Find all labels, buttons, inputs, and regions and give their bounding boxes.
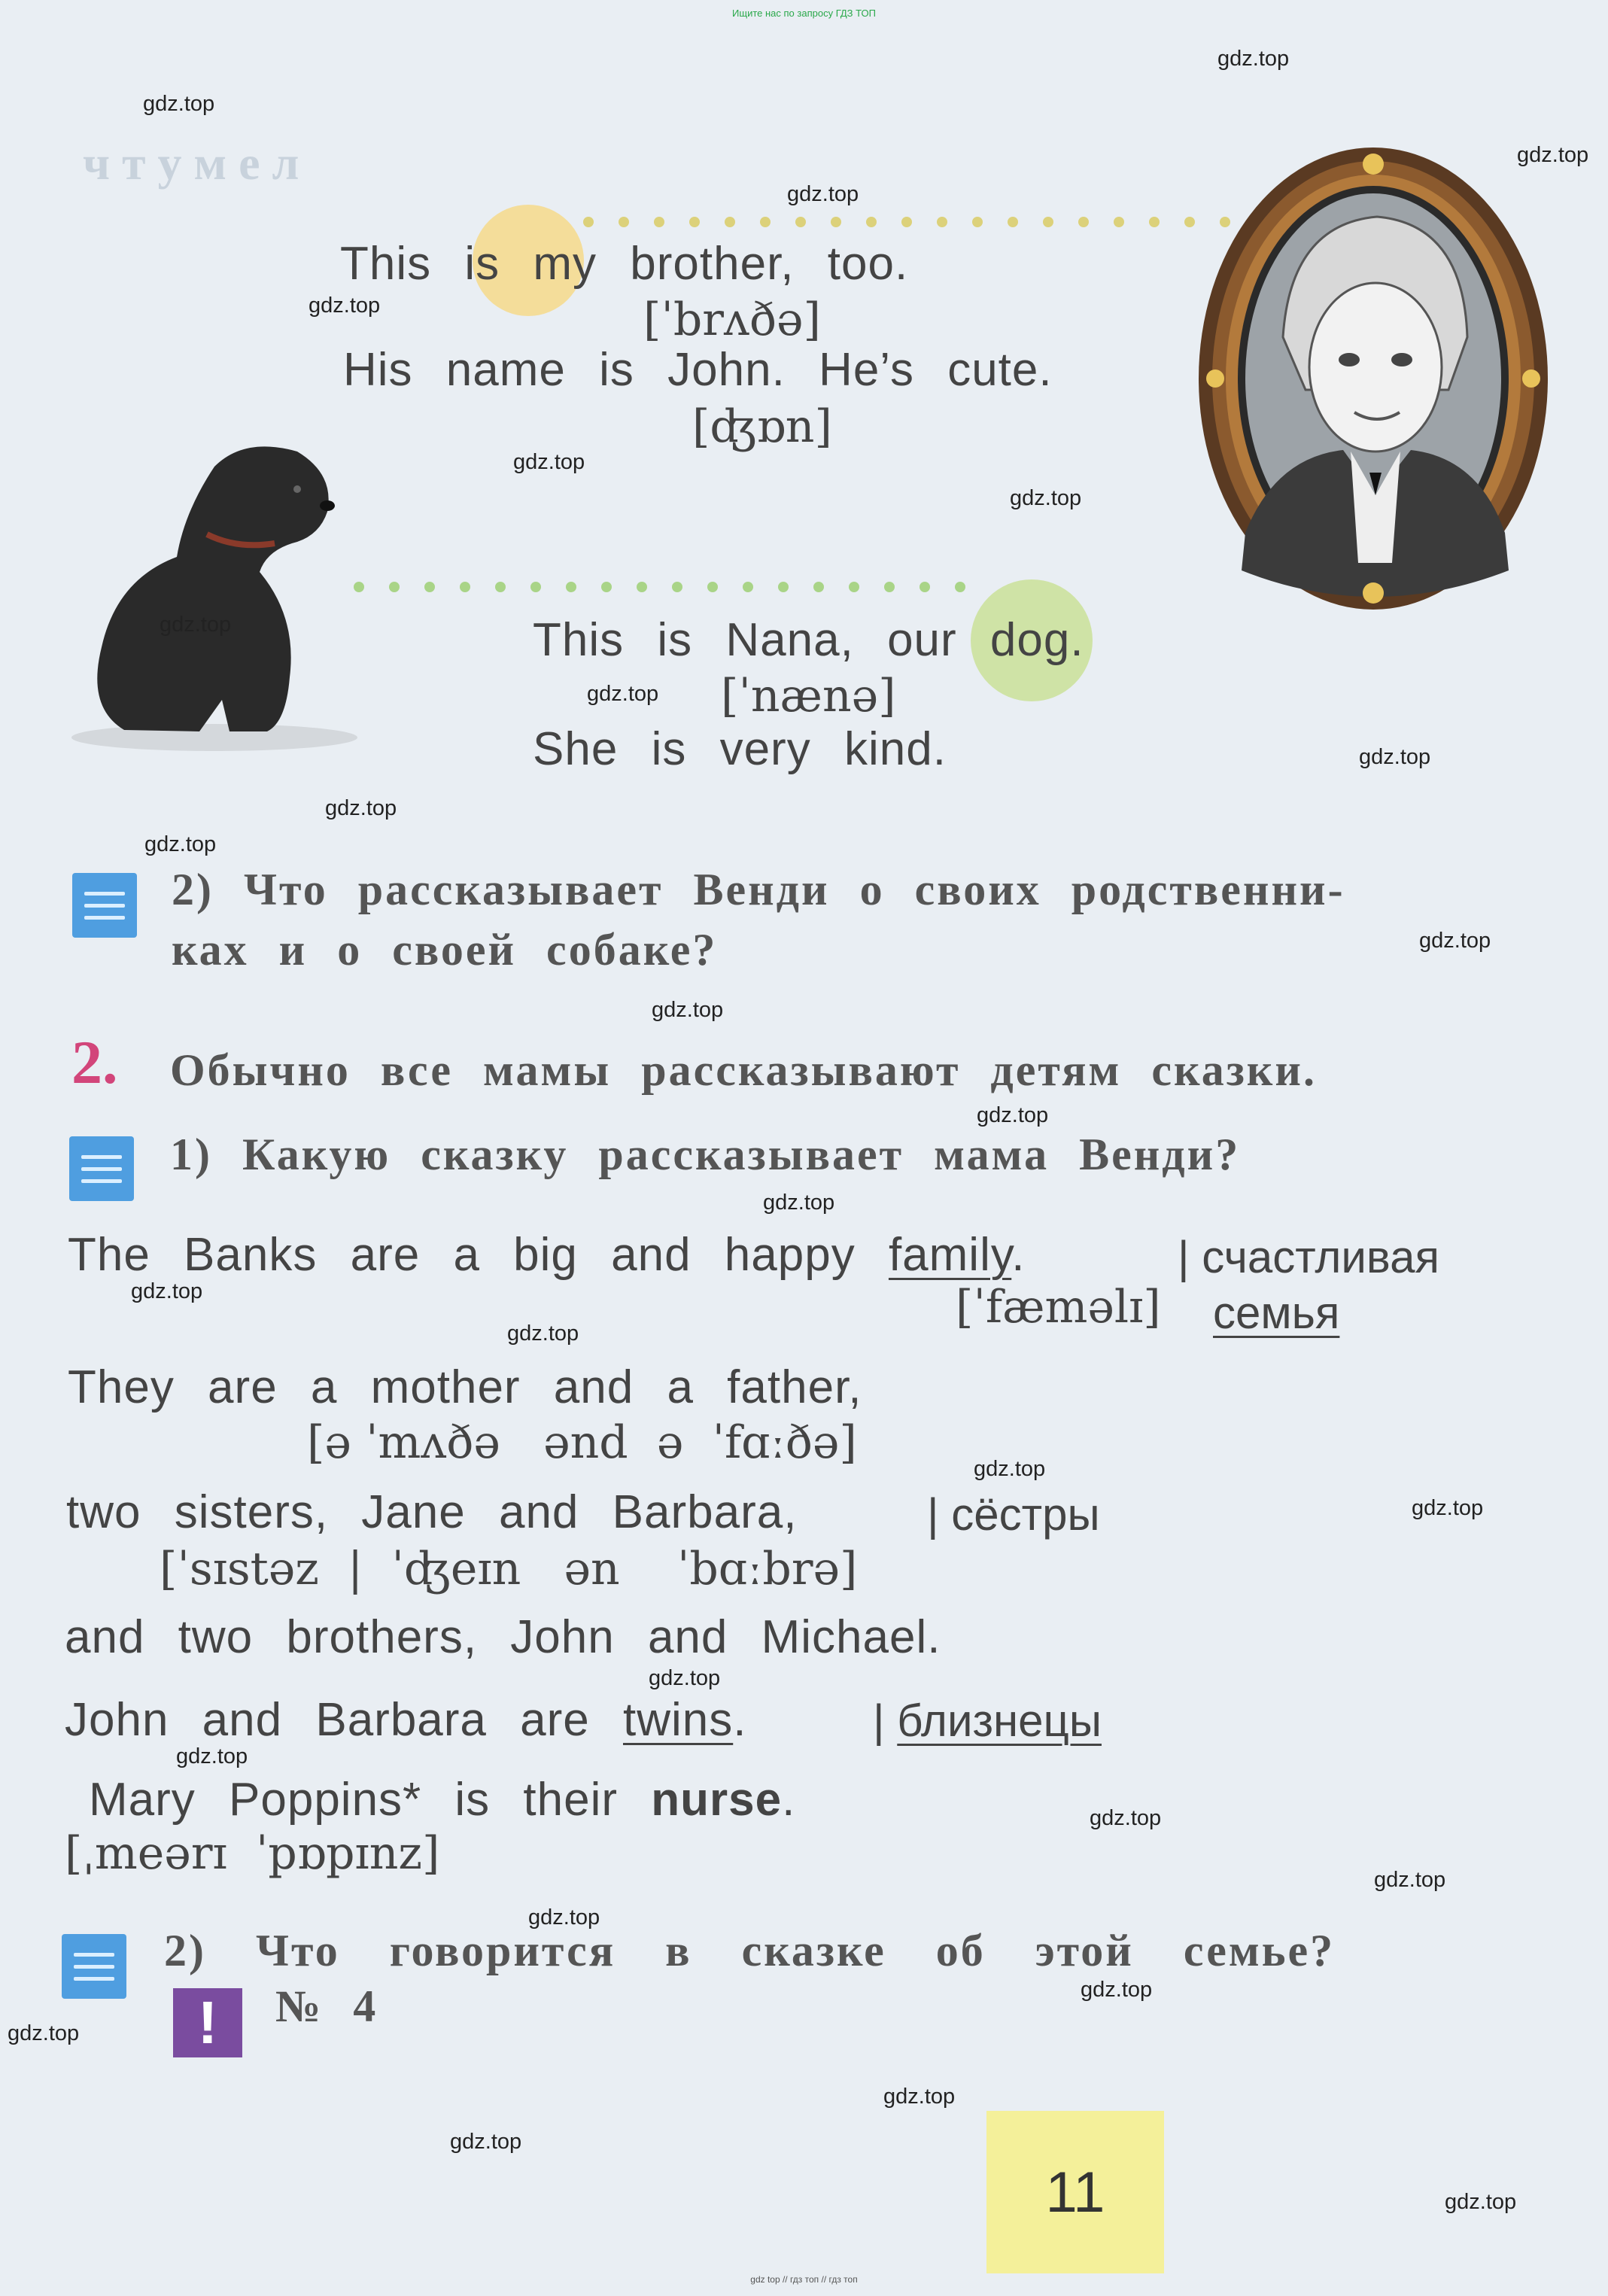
watermark: gdz.top <box>649 1666 721 1690</box>
watermark: gdz.top <box>587 682 659 706</box>
task-number: 2. <box>71 1028 118 1096</box>
watermark: gdz.top <box>974 1457 1046 1481</box>
word: is <box>599 344 634 396</box>
gloss-twins: | близнецы <box>873 1695 1102 1746</box>
task2-question-1: 1) Какую сказку рассказывает мама Венди? <box>170 1130 1241 1179</box>
story-line-6: Mary Poppins* is their nurse. <box>89 1774 796 1826</box>
word: This <box>340 238 432 290</box>
task2-question-2: 2) Что говорится в сказке об этой семье? <box>164 1926 1336 1975</box>
watermark: gdz.top <box>977 1103 1049 1127</box>
watermark: gdz.top <box>1517 143 1589 167</box>
watermark: gdz.top <box>1374 1868 1446 1892</box>
word: This <box>533 614 625 666</box>
gloss-happy-family: | счастливая <box>1178 1232 1439 1282</box>
word: kind. <box>844 723 947 775</box>
watermark: gdz.top <box>513 450 585 474</box>
portrait-of-john-image <box>1193 141 1554 616</box>
watermark: gdz.top <box>143 92 215 116</box>
line-his-name-is-john <box>343 343 1053 397</box>
dog-nana-image <box>71 421 357 753</box>
question-1-2-line2: ках и о своей собаке? <box>172 925 718 975</box>
watermark: gdz.top <box>309 293 381 318</box>
gloss-sisters: | сёстры <box>927 1489 1100 1540</box>
watermark: gdz.top <box>507 1321 579 1346</box>
list-icon <box>62 1934 126 1999</box>
word-nurse: nurse <box>651 1774 783 1826</box>
word: John. <box>667 344 786 396</box>
word: brother, <box>630 238 795 290</box>
word: He’s <box>819 344 914 396</box>
question-1-2-line1: 2) Что рассказывает Венди о своих родственни- <box>172 865 1345 914</box>
line-this-is-nana <box>533 613 1084 667</box>
exercise-reference: № 4 <box>275 1981 378 2031</box>
watermark: gdz.top <box>787 182 859 206</box>
word: His <box>343 344 413 396</box>
exclamation-icon: ! <box>173 1988 242 2057</box>
watermark: gdz.top <box>325 796 397 820</box>
word: name <box>445 344 566 396</box>
watermark: gdz.top <box>1090 1806 1162 1830</box>
gloss-family: семья <box>1213 1288 1340 1338</box>
watermark: gdz.top <box>1081 1978 1153 2002</box>
story-line-2: They are a mother and a father, <box>68 1361 862 1413</box>
footer-note: gdz top // гдз топ // гдз топ <box>750 2274 858 2285</box>
word-twins: twins <box>622 1694 734 1746</box>
word: too. <box>827 238 909 290</box>
word: dog. <box>989 614 1084 666</box>
word: very <box>719 723 811 775</box>
watermark: gdz.top <box>8 2021 80 2045</box>
list-icon <box>69 1136 134 1201</box>
transcription-family: [ˈfæməlɪ] <box>956 1281 1161 1334</box>
transcription-nana: [ˈnænə] <box>721 670 896 722</box>
story-line-5: John and Barbara are twins. <box>65 1694 747 1746</box>
transcription-mary-poppins: [ˌmeərɪ ˈpɒpɪnz] <box>65 1827 440 1880</box>
watermark: gdz.top <box>763 1191 835 1215</box>
word: cute. <box>947 344 1053 396</box>
watermark: gdz.top <box>131 1279 203 1303</box>
word: is <box>651 723 687 775</box>
transcription-brother: [ˈbrʌðə] <box>643 293 821 346</box>
watermark: gdz.top <box>160 613 232 637</box>
word-family: family <box>888 1229 1012 1281</box>
word: my <box>533 238 597 290</box>
story-line-4: and two brothers, John and Michael. <box>65 1611 941 1663</box>
story-line-3: two sisters, Jane and Barbara, <box>66 1486 798 1538</box>
word: is <box>464 238 500 290</box>
word: She <box>533 723 619 775</box>
watermark: gdz.top <box>1359 745 1431 769</box>
watermark: gdz.top <box>1419 929 1491 953</box>
line-this-is-my-brother <box>340 237 908 290</box>
watermark: gdz.top <box>144 832 217 856</box>
watermark: gdz.top <box>652 998 724 1022</box>
watermark: gdz.top <box>176 1744 248 1768</box>
watermark: gdz.top <box>1217 47 1290 71</box>
task2-intro: Обычно все мамы рассказывают детям сказки. <box>170 1045 1317 1095</box>
story-line-1: The Banks are a big and happy family. <box>68 1229 1026 1281</box>
watermark: gdz.top <box>528 1905 600 1930</box>
header-note: Ищите нас по запросу ГДЗ ТОП <box>732 8 876 19</box>
watermark: gdz.top <box>450 2130 522 2154</box>
word: Nana, <box>725 614 854 666</box>
dotted-line-bottom <box>354 582 965 592</box>
ghost-bleed: ч т у м е л <box>83 136 299 190</box>
watermark: gdz.top <box>1010 486 1082 510</box>
watermark: gdz.top <box>1445 2190 1517 2214</box>
word: our <box>887 614 957 666</box>
transcription-john: [ʤɒn] <box>692 400 832 453</box>
watermark: gdz.top <box>1412 1496 1484 1520</box>
page-number: 11 <box>986 2111 1164 2273</box>
list-icon <box>72 873 137 938</box>
watermark: gdz.top <box>883 2085 956 2109</box>
transcription-mother-father: [ə ˈmʌðə ənd ə ˈfɑːðə] <box>307 1416 857 1469</box>
word: is <box>657 614 693 666</box>
line-she-is-very-kind <box>533 722 947 776</box>
transcription-sisters: [ˈsɪstəz | ˈʤeɪn ən ˈbɑːbrə] <box>160 1543 858 1595</box>
